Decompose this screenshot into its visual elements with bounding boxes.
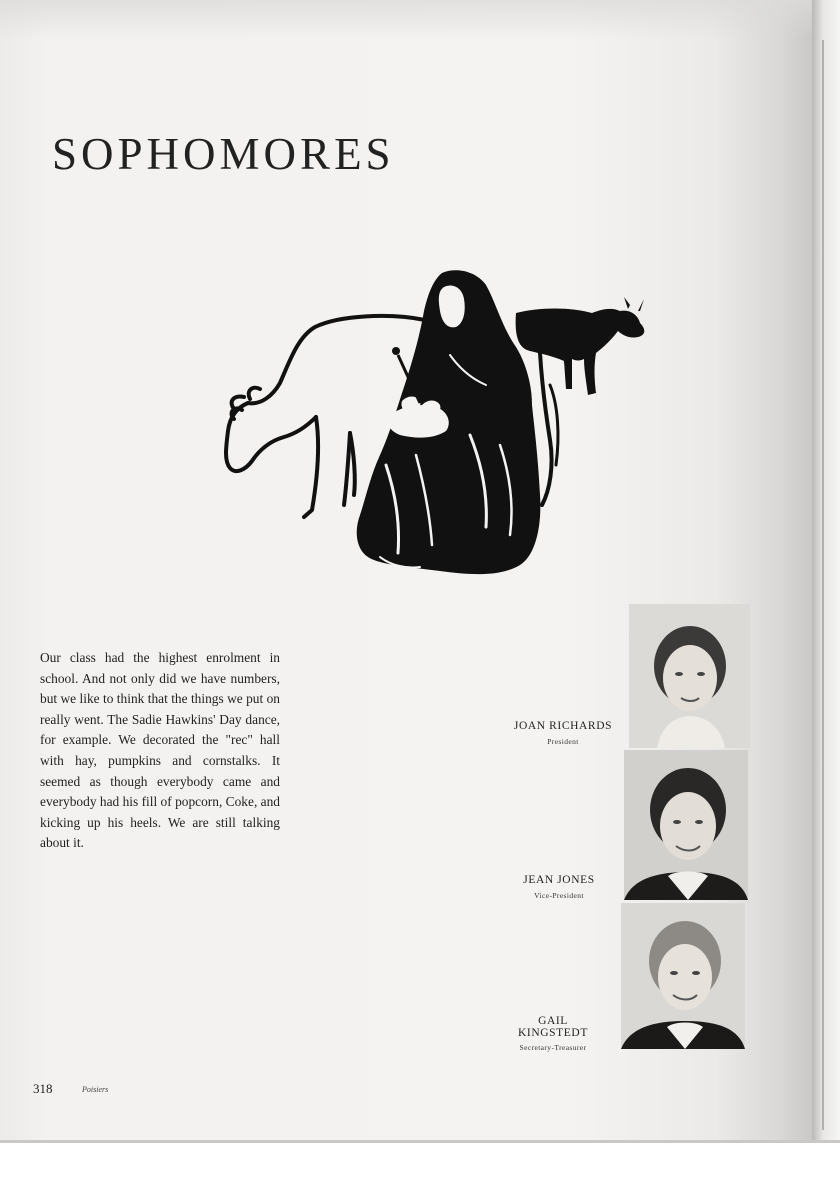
officer-name-kingstedt: KINGSTEDT xyxy=(518,1027,588,1039)
officer-photo-gail-kingstedt xyxy=(621,903,745,1049)
officer-name-jean-jones: JEAN JONES xyxy=(523,874,595,886)
officer-role-vice-president: Vice-President xyxy=(534,891,584,900)
officer-name-joan-richards: JOAN RICHARDS xyxy=(513,720,613,732)
officer-name-gail: GAIL xyxy=(538,1015,568,1027)
knitting-girl-with-cows-illustration xyxy=(220,265,660,580)
officer-photo-jean-jones xyxy=(624,750,748,900)
dark-cow-silhouette xyxy=(516,297,645,395)
page-title: SOPHOMORES xyxy=(52,129,395,179)
page-edge xyxy=(812,0,840,1140)
publication-name: Poisiers xyxy=(82,1085,109,1094)
officer-role-secretary-treasurer: Secretary-Treasurer xyxy=(519,1043,587,1052)
officer-role-president: President xyxy=(547,737,579,746)
bottom-edge xyxy=(0,1140,840,1143)
class-description-paragraph: Our class had the highest enrolment in school. And not only did we have numbers, but we like to think that the things we put on really went. The Sadie Hawkins' Day dance, for example. We decorated the "rec" hall with hay, pumpkins and cornstalks. It seemed as though everybody came and everybody had his fill of popcorn, Coke, and kicking up his heels. We are still talking about it. xyxy=(40,650,280,851)
officer-photo-joan-richards xyxy=(629,604,750,748)
page-number: 318 xyxy=(33,1081,53,1096)
